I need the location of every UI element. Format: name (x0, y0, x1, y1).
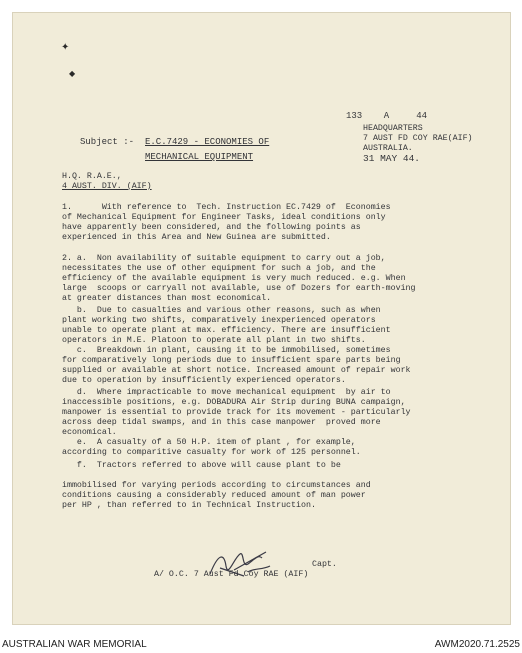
body-line: e. A casualty of a 50 H.P. item of plant , for example, (62, 438, 356, 447)
body-line: per HP , than referred to in Technical Instruction. (62, 501, 316, 510)
addressee-line-2: 4 AUST. DIV. (AIF) (62, 182, 152, 191)
signatory-rank: Capt. (312, 560, 337, 569)
subject-line-2: MECHANICAL EQUIPMENT (145, 152, 254, 162)
body-line: for comparatively long periods due to insufficient spare parts being (62, 356, 401, 365)
subject-line-1: E.C.7429 - ECONOMIES OF (145, 137, 270, 147)
body-line: manpower is essential to provide track for its movement - particularly (62, 408, 411, 417)
document-page (12, 12, 511, 625)
punch-hole-mark: ✦ (61, 42, 70, 53)
header-unit-2: 7 AUST FD COY RAE(AIF) (363, 134, 473, 143)
body-line: economical. (62, 428, 117, 437)
body-line: experienced in this Area and New Guinea are submitted. (62, 233, 331, 242)
body-line: at greater distances than most economical. (62, 294, 272, 303)
footer-accession-number: AWM2020.71.2525 (434, 639, 520, 650)
body-line: b. Due to casualties and various other reasons, such as when (62, 306, 381, 315)
body-line: d. Where impracticable to move mechanical equipment by air to (62, 388, 391, 397)
body-line: f. Tractors referred to above will cause plant to be (62, 461, 341, 470)
punch-hole-mark-2: ◆ (69, 69, 76, 78)
archive-footer (0, 637, 522, 653)
body-line: 2. a. Non availability of suitable equipment to carry out a job, (62, 254, 386, 263)
header-country: AUSTRALIA. (363, 144, 413, 153)
header-date: 31 MAY 44. (363, 153, 421, 164)
body-line: operators in M.E. Platoon to operate all plant in two shifts. (62, 336, 366, 345)
body-line: across deep tidal swamps, and in this case manpower proved more (62, 418, 381, 427)
body-line: immobilised for varying periods according to circumstances and (62, 481, 371, 490)
header-unit: HEADQUARTERS (363, 124, 423, 133)
footer-institution: AUSTRALIAN WAR MEMORIAL (2, 639, 147, 650)
body-line: inaccessible positions, e.g. DOBADURA Air Strip during BUNA campaign, (62, 398, 406, 407)
file-reference: 133 A 44 (346, 111, 428, 121)
subject-label: Subject :- (80, 137, 135, 147)
body-line: large scoops or carryall not available, use of Dozers for earth-moving (62, 284, 416, 293)
body-line: of Mechanical Equipment for Engineer Tasks, ideal conditions only (62, 213, 386, 222)
body-line: necessitates the use of other equipment for such a job, and the (62, 264, 376, 273)
body-line: according to comparitive casualty for work of 125 personnel. (62, 448, 361, 457)
body-line: have apparently been considered, and the following points as (62, 223, 361, 232)
body-line: unable to operate plant at max. efficiency. There are insufficient (62, 326, 391, 335)
body-line: supplied or available at short notice. Increased amount of repair work (62, 366, 411, 375)
addressee-line-1: H.Q. R.A.E., (62, 172, 122, 181)
signatory-block: A/ O.C. 7 Aust Fd Coy RAE (AIF) (154, 570, 309, 579)
body-line: c. Breakdown in plant, causing it to be immobilised, sometimes (62, 346, 391, 355)
body-line: plant working two shifts, comparatively inexperienced operators (62, 316, 376, 325)
body-line: 1. With reference to Tech. Instruction EC.7429 of Economies (62, 203, 391, 212)
body-line: conditions causing a considerably reduced amount of man power (62, 491, 366, 500)
body-line: due to operation by insufficiently experienced operators. (62, 376, 346, 385)
body-line: efficiency of the available equipment is very much reduced. e.g. When (62, 274, 406, 283)
